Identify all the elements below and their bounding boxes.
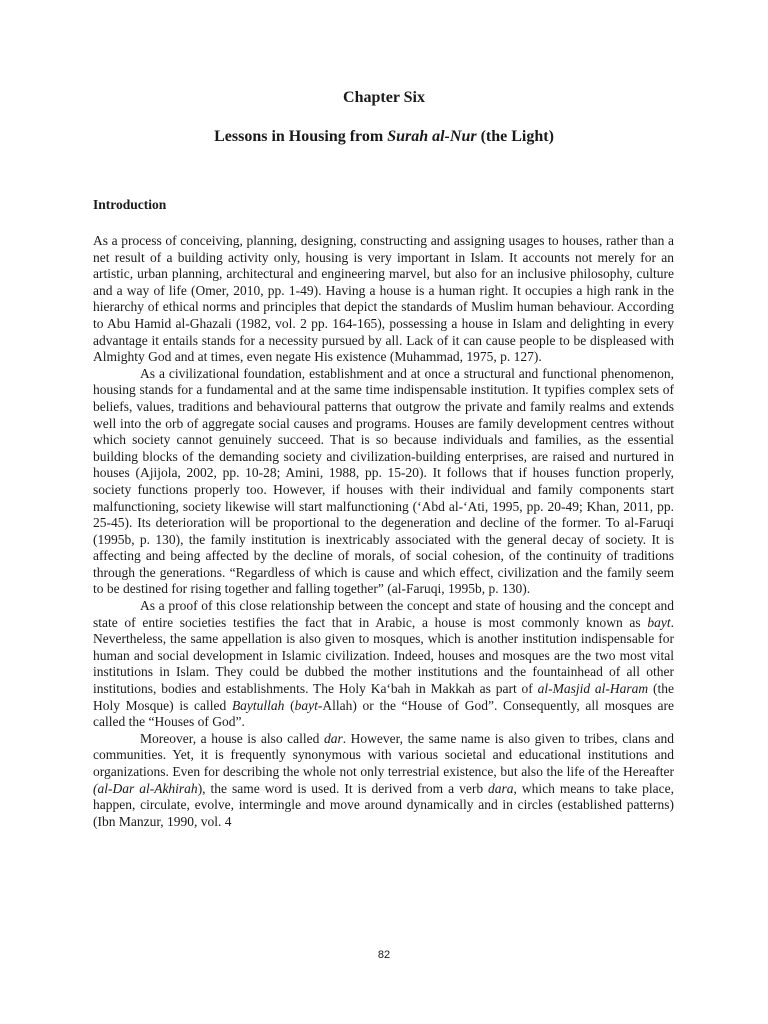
body-paragraph [93,366,674,598]
chapter-title-surah: Surah al-Nur [387,128,477,145]
body-text [93,233,674,830]
italic-term: dar [323,730,343,746]
text-run: (the Holy Mosque) is called [93,681,674,713]
italic-term: (al-Dar al-Akhirah [93,780,198,796]
body-paragraph [93,233,674,366]
text-run: ), the same word is used. It is derived from a verb [197,780,489,796]
text-run: . However, the same name is also given to tribes, clans and communities. Yet, it is frequently synonymous with various societal and educational institutions and organizations. Even for describing the whole not only terrestrial existence, but also the life of the Hereafter [93,730,675,779]
text-run: -Allah) or the “House of God”. Consequently, all mosques are called the “Houses of God”. [93,697,674,730]
chapter-title-end: (the Light) [476,128,554,145]
italic-term: dara [488,780,514,796]
chapter-title-start: Lessons in Housing from [214,128,388,145]
chapter-title [0,127,768,147]
text-run: As a process of conceiving, planning, designing, constructing and assigning usages to houses, rather than a net result of a building activity only, housing is very important in Islam. It accounts not merely for an artistic, urban planning, architectural and engineering marvel, but also for an inclusive philosophy, culture and a way of life (Omer, 2010, pp. 1-49). Having a house is a human right. It occupies a high rank in the hierarchy of ethical norms and principles that depict the standards of Muslim human behaviour. According to Abu Hamid al-Ghazali (1982, vol. 2 pp. 164-165), possessing a house in Islam and delighting in every advantage it entails stands for a necessity pursued by all. Lack of it can cause people to be displeased with Almighty God and at times, even negate His existence (Muhammad, 1975, p. 127). [93,233,674,365]
section-heading-introduction: Introduction [93,197,167,212]
page-number: 82 [377,949,391,961]
body-paragraph [93,731,674,831]
italic-term: Baytullah [231,697,285,713]
text-run: , which means to take place, happen, circulate, evolve, intermingle and move around dynamically and in circles (established patterns) (Ibn Manzur, 1990, vol. 4 [93,780,674,829]
italic-term: bayt [647,614,671,630]
italic-term: bayt [294,697,318,713]
text-run: . Nevertheless, the same appellation is also given to mosques, which is another institution indispensable for human and social development in Islamic civilization. Indeed, houses and mosques are the two most vital institutions in Islam. They could be dubbed the mother institutions and the fountainhead of all other institutions, bodies and establishments. The Holy Ka‘bah in Makkah as part of [93,614,674,697]
text-run: Moreover, a house is also called [140,730,324,746]
chapter-number: Chapter Six [343,89,425,106]
text-run: As a proof of this close relationship between the concept and state of housing and the concept and state of entire societies testifies the fact that in Arabic, a house is most commonly known as [93,598,674,630]
text-run: As a civilizational foundation, establishment and at once a structural and functional phenomenon, housing stands for a fundamental and at the same time indispensable institution. It typifies complex sets of beliefs, values, traditions and behavioural patterns that outgrow the private and family realms and extends well into the orb of aggregate social causes and programs. Houses are family development centres without which society cannot genuinely succeed. That is so because individuals and families, as the essential building blocks of the demanding society and civilization-building enterprises, are raised and nurtured in houses (Ajijola, 2002, pp. 10-28; Amini, 1988, pp. 15-20). It follows that if houses function properly, society functions properly too. However, if houses with their individual and family components start malfunctioning, society likewise will start malfunctioning (‘Abd al-‘Ati, 1995, pp. 20-49; Khan, 2011, pp. 25-45). Its deterioration will be proportional to the degeneration and decline of the former. To al-Faruqi (1995b, p. 130), the family institution is inextricably associated with the general decay of society. It is affecting and being affected by the decline of morals, of social cohesion, of the continuity of traditions through the generations. “Regardless of which is cause and which effect, civilization and the family seem to be destined for rising together and falling together” (al-Faruqi, 1995b, p. 130). [93,365,674,597]
italic-term: al-Masjid al-Haram [537,681,649,697]
body-paragraph [93,598,674,731]
text-run: ( [284,697,295,713]
